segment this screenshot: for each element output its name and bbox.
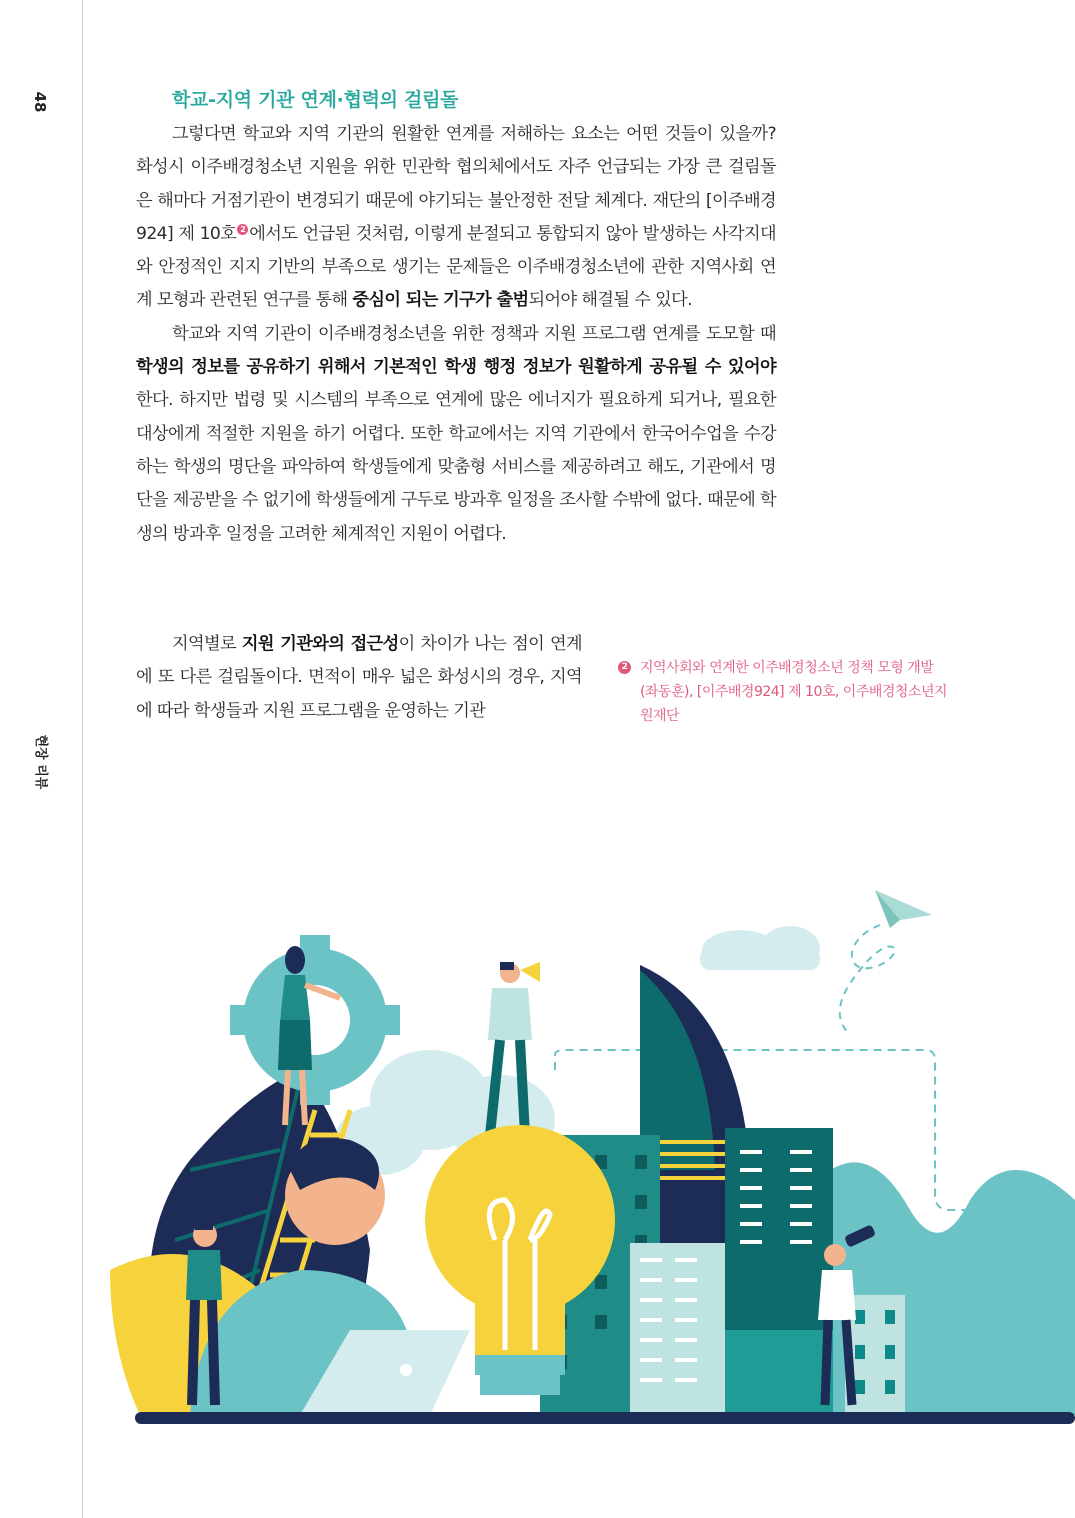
footnote	[618, 656, 948, 728]
gear-icon	[230, 935, 400, 1105]
p2-text-a: 학교와 지역 기관이 이주배경청소년을 위한 정책과 지원 프로그램 연계를 도모할 때	[172, 323, 776, 344]
footnote-reference[interactable]: 2	[237, 224, 248, 235]
paragraph-1	[136, 118, 776, 318]
p1-text-b: 에서도 언급된 것처럼, 이렇게 분절되고 통합되지 않아 발생하는 사각지대와 안정적인 지지 기반의 부족으로 생기는 문제들은 이주배경청소년에 관한 지역사회 연계 모형과 관련된 연구를 통해	[136, 223, 777, 311]
paragraph-3	[136, 628, 582, 728]
paper-plane-icon	[840, 890, 932, 1035]
footnote-badge: 2	[618, 661, 631, 674]
paragraph-2	[136, 318, 776, 551]
p1-bold: 중심이 되는 기구가 출범	[352, 290, 529, 311]
p2-bold: 학생의 정보를 공유하기 위해서 기본적인 학생 행정 정보가 원활하게 공유될 수 있어야	[136, 357, 776, 378]
article-body	[136, 118, 776, 551]
page-number: 48	[31, 91, 49, 113]
p3-text-a: 지역별로	[172, 634, 242, 654]
building-light	[630, 1243, 725, 1415]
p3-bold: 지원 기관와의 접근성	[241, 634, 399, 654]
p1-text-c: 되어야 해결될 수 있다.	[528, 290, 693, 311]
collaboration-illustration	[100, 870, 1075, 1430]
building-tall	[725, 1128, 833, 1415]
ground-line	[135, 1412, 1075, 1424]
margin-rule	[82, 0, 83, 1518]
section-label: 현장 리뷰	[33, 734, 48, 790]
p1-text-a: 그렇다면 학교와 지역 기관의 원활한 연계를 저해하는 요소는 어떤 것들이 있을까? 화성시 이주배경청소년 지원을 위한 민관학 협의체에서도 자주 언급되는 가장 큰 걸림돌은 해마다 거점기관이 변경되기 때문에 야기되는 불안정한 전달 체계다. 재단의 [이주배경924] 제 10호	[136, 124, 776, 244]
p2-text-b: 한다. 하지만 법령 및 시스템의 부족으로 연계에 많은 에너지가 필요하게 되거나, 필요한 대상에게 적절한 지원을 하기 어렵다. 또한 학교에서는 지역 기관에서 한국어수업을 수강하는 학생의 명단을 파악하여 학생들에게 맞춤형 서비스를 제공하려고 해도, 기관에서 명단을 제공받을 수 없기에 학생들에게 구두로 방과후 일정을 조사할 수밖에 없다. 때문에 학생의 방과후 일정을 고려한 체계적인 지원이 어렵다.	[136, 390, 776, 544]
section-heading: 학교-지역 기관 연계·협력의 걸림돌	[172, 89, 459, 111]
footnote-text: 지역사회와 연계한 이주배경청소년 정책 모형 개발(좌동훈), [이주배경924] 제 10호, 이주배경청소년지원재단	[640, 660, 947, 724]
p3-text-b: 이 차이가 나는 점이 연계에 또 다른 걸림돌이다. 면적이 매우 넓은 화성시의 경우, 지역에 따라 학생들과 지원 프로그램을 운영하는 기관	[136, 634, 582, 721]
